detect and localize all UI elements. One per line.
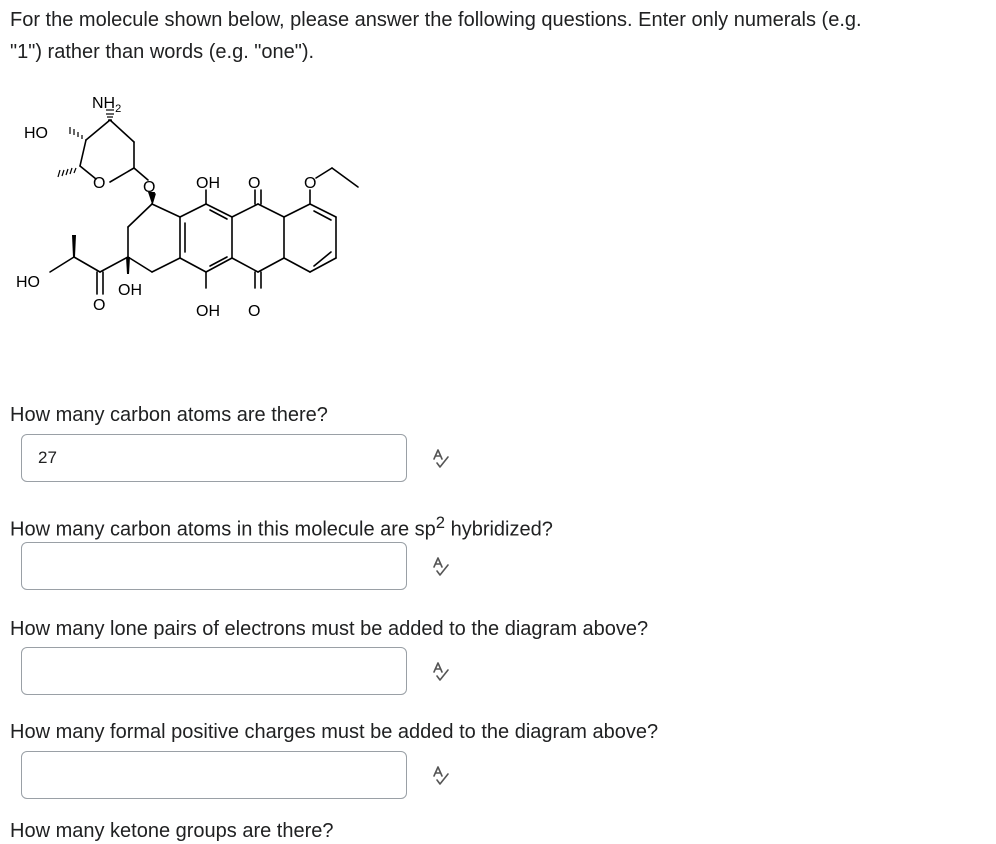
question-4-text: How many formal positive charges must be added to the diagram above? bbox=[10, 721, 659, 743]
carbonyl-oxygen-label: O bbox=[93, 297, 106, 314]
question-3-text: How many lone pairs of electrons must be added to the diagram above? bbox=[10, 618, 649, 640]
molecule-diagram bbox=[10, 82, 370, 326]
hydroxyl-label: OH bbox=[196, 175, 220, 192]
hydroxyl-label: OH bbox=[118, 282, 142, 299]
spellcheck-icon[interactable] bbox=[428, 658, 454, 684]
amine-label: $NH_2$ bbox=[92, 95, 122, 115]
question-3-answer-input[interactable] bbox=[21, 647, 407, 695]
question-1-answer-input[interactable] bbox=[21, 434, 407, 482]
question-2-answer-input[interactable] bbox=[21, 542, 407, 590]
question-4-answer-input[interactable] bbox=[21, 751, 407, 799]
ether-oxygen-label: O bbox=[304, 175, 317, 192]
spellcheck-icon[interactable] bbox=[428, 553, 454, 579]
ring-oxygen-label: O bbox=[93, 175, 106, 192]
question-5-text: How many ketone groups are there? bbox=[10, 820, 334, 842]
glycosidic-oxygen-label: O bbox=[143, 179, 156, 196]
ketone-oxygen-label: O bbox=[248, 175, 261, 192]
ketone-oxygen-label: O bbox=[248, 303, 261, 320]
question-1-text: How many carbon atoms are there? bbox=[10, 404, 328, 426]
hydroxyl-label: HO bbox=[16, 274, 40, 291]
hydroxyl-label: HO bbox=[24, 125, 48, 142]
spellcheck-icon[interactable] bbox=[428, 762, 454, 788]
spellcheck-icon[interactable] bbox=[428, 445, 454, 471]
instructions: For the molecule shown below, please answer the following questions. Enter only numerals (e.g. "1") rather than words (e.g. "one"). bbox=[10, 9, 862, 63]
question-2-text: How many carbon atoms in this molecule are $sp^2$ hybridized? bbox=[10, 513, 553, 541]
hydroxyl-label: OH bbox=[196, 303, 220, 320]
